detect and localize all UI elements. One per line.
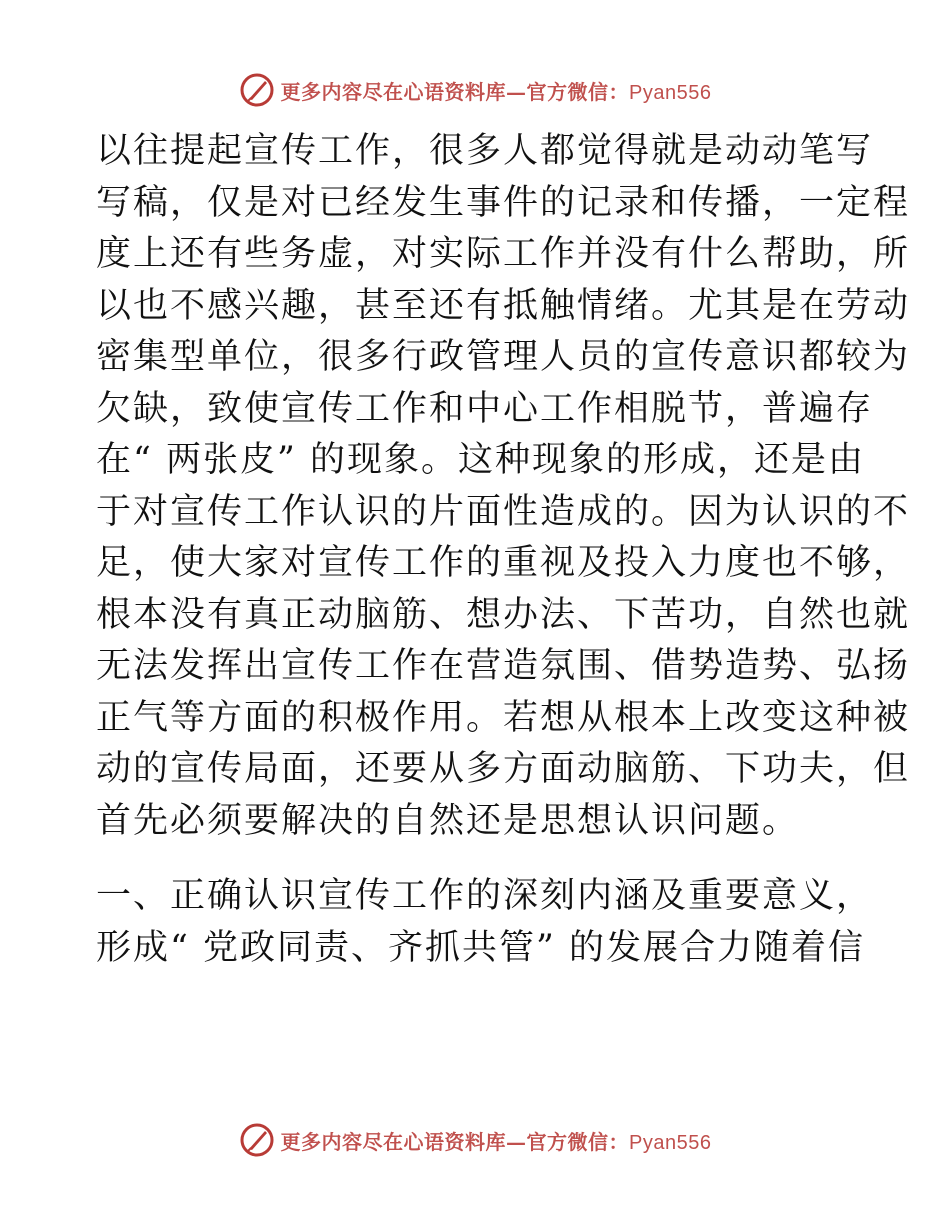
banner-separator: — bbox=[506, 1129, 527, 1154]
text-line: 以往提起宣传工作，很多人都觉得就是动动笔写 bbox=[96, 131, 874, 171]
paragraph-intro bbox=[96, 126, 911, 847]
text-line: 于对宣传工作认识的片面性造成的。因为认识的不 bbox=[96, 491, 911, 532]
banner-site-name: 更多内容尽在心语资料库 bbox=[280, 79, 507, 104]
text-line: 欠缺，致使宣传工作和中心工作相脱节，普遍存 bbox=[96, 388, 874, 429]
text-line: 密集型单位，很多行政管理人员的宣传意识都较为 bbox=[96, 337, 911, 377]
banner-separator: — bbox=[506, 79, 527, 104]
header-watermark-banner bbox=[0, 70, 950, 110]
section-heading-line: 一、正确认识宣传工作的深刻内涵及重要意义， bbox=[96, 876, 874, 916]
text-line: 正气等方面的积极作用。若想从根本上改变这种被 bbox=[96, 697, 911, 738]
text-line: 足，使大家对宣传工作的重视及投入力度也不够， bbox=[96, 543, 911, 583]
text-line: 形成“ 党政同责、齐抓共管” 的发展合力随着信 bbox=[96, 927, 866, 968]
text-line: 动的宣传局面，还要从多方面动脑筋、下功夫，但 bbox=[96, 749, 911, 789]
text-line: 首先必须要解决的自然还是思想认识问题。 bbox=[96, 800, 800, 841]
text-line: 根本没有真正动脑筋、想办法、下苦功，自然也就 bbox=[96, 594, 911, 635]
paragraph-section-one bbox=[96, 871, 874, 974]
paragraph-spacer bbox=[96, 847, 856, 871]
header-banner-text bbox=[281, 76, 712, 105]
quill-logo-icon bbox=[239, 1122, 275, 1158]
banner-wechat-label: 官方微信： bbox=[526, 1129, 630, 1154]
text-line: 写稿，仅是对已经发生事件的记录和传播，一定程 bbox=[96, 182, 911, 223]
banner-wechat-label: 官方微信： bbox=[526, 79, 630, 104]
text-line: 以也不感兴趣，甚至还有抵触情绪。尤其是在劳动 bbox=[96, 285, 911, 326]
text-line: 度上还有些务虚，对实际工作并没有什么帮助，所 bbox=[96, 234, 911, 274]
document-body bbox=[96, 126, 911, 974]
footer-banner-text bbox=[281, 1126, 712, 1155]
banner-site-name: 更多内容尽在心语资料库 bbox=[280, 1129, 507, 1154]
banner-wechat-id: Pyan556 bbox=[629, 81, 712, 104]
quill-logo-icon bbox=[239, 72, 275, 108]
text-line: 无法发挥出宣传工作在营造氛围、借势造势、弘扬 bbox=[96, 646, 911, 686]
banner-wechat-id: Pyan556 bbox=[629, 1131, 712, 1154]
footer-watermark-banner bbox=[0, 1120, 950, 1160]
text-line: 在“ 两张皮” 的现象。这种现象的形成，还是由 bbox=[96, 440, 866, 480]
